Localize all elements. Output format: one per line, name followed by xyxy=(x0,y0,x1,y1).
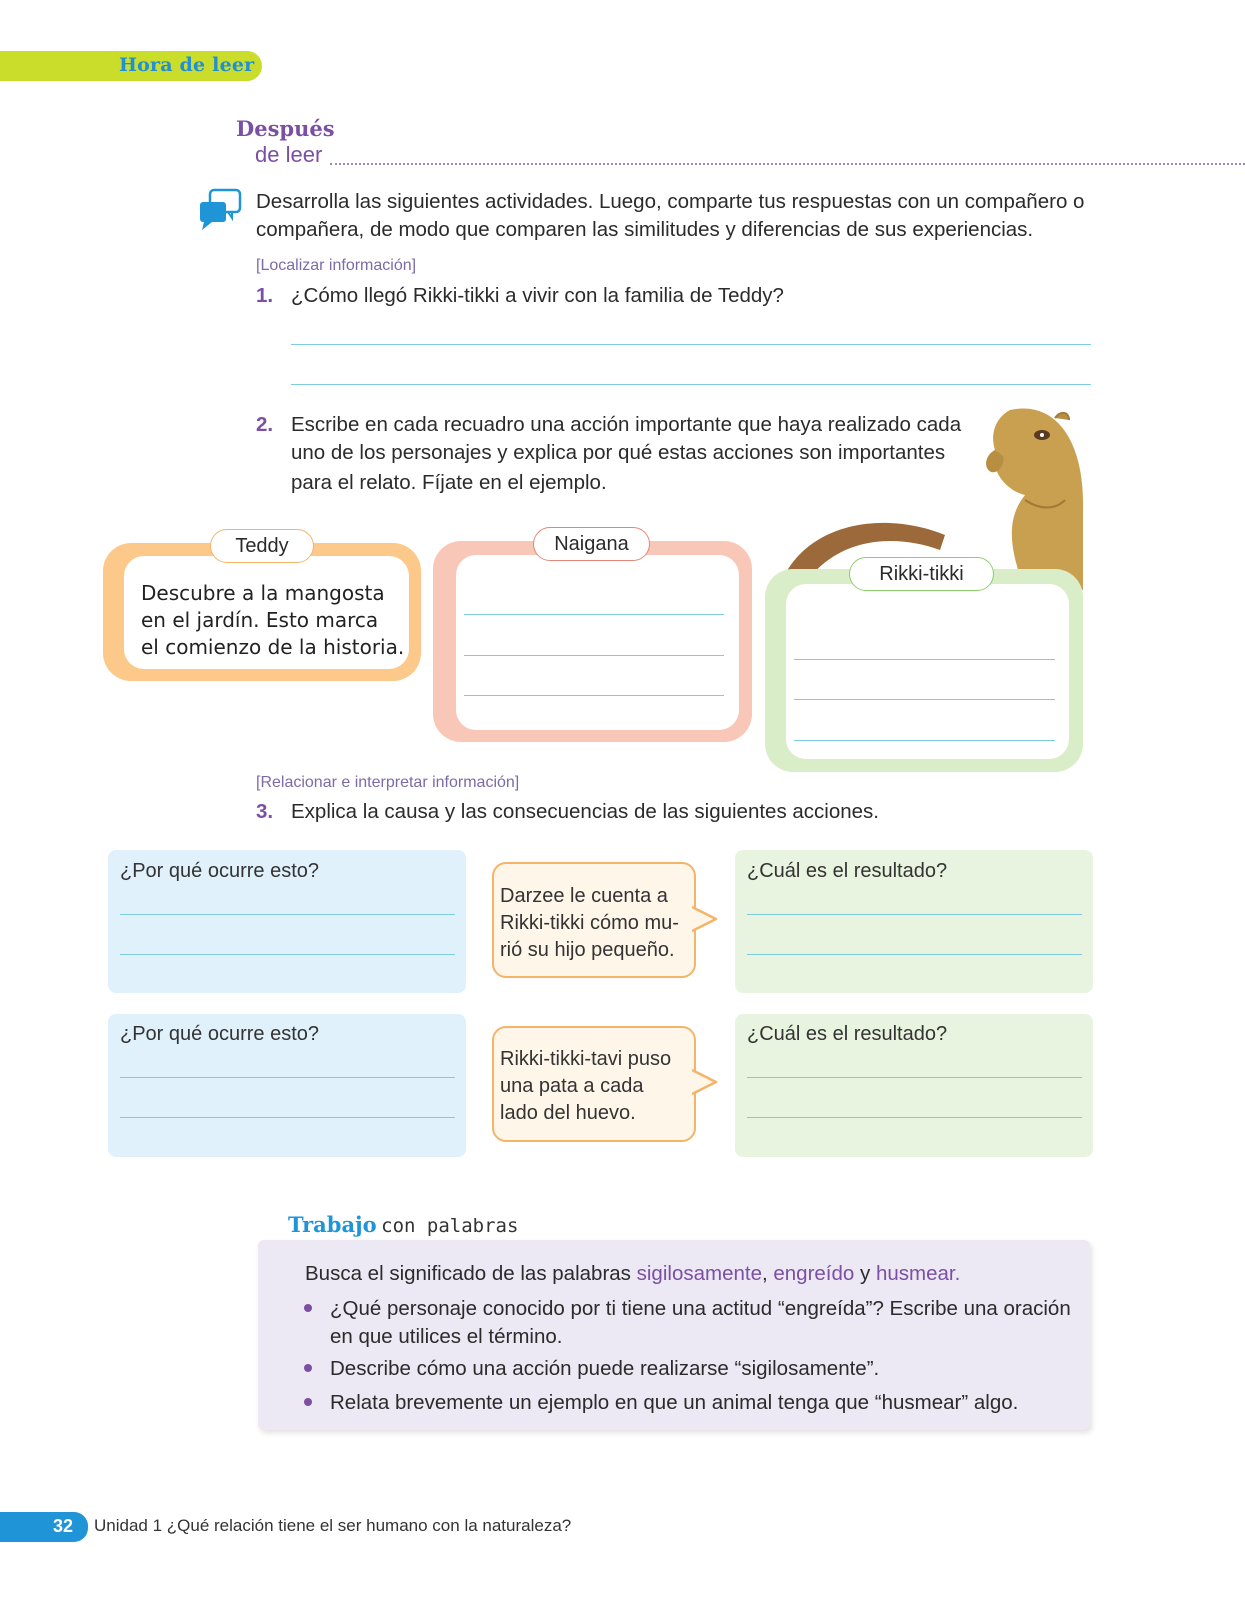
trabajo-bullet-1-line-2: en que utilices el término. xyxy=(330,1325,563,1348)
q1-question: ¿Cómo llegó Rikki-tikki a vivir con la familia de Teddy? xyxy=(291,284,784,307)
section-title-line2: de leer xyxy=(255,142,323,167)
result-1-line-2[interactable] xyxy=(747,954,1082,955)
section-title-line1: Después xyxy=(236,116,335,141)
q2-line-2: uno de los personajes y explica por qué estas acciones son importantes xyxy=(291,441,946,464)
chat-bubbles-icon xyxy=(198,188,244,232)
cause-1-line-1[interactable] xyxy=(120,914,455,915)
trabajo-title xyxy=(288,1212,518,1237)
action-2-line-2: una pata a cada xyxy=(500,1075,644,1097)
action-2-line-1: Rikki-tikki-tavi puso xyxy=(500,1048,672,1070)
trabajo-title-bold: Trabajo xyxy=(288,1212,377,1237)
rikki-box xyxy=(786,584,1069,759)
teddy-example-line-1: Descubre a la mangosta xyxy=(141,581,385,605)
trabajo-bullet-1-line-1: ¿Qué personaje conocido por ti tiene una actitud “engreída”? Escribe una oración xyxy=(330,1297,1071,1320)
bullet-dot-3 xyxy=(304,1398,312,1406)
keyword-sigilosamente: sigilosamente xyxy=(636,1262,762,1285)
keyword-husmear: husmear xyxy=(875,1262,955,1285)
q1-answer-line-2[interactable] xyxy=(291,384,1091,385)
trabajo-end: . xyxy=(954,1262,961,1285)
q2-line-1: Escribe en cada recuadro una acción importante que haya realizado cada xyxy=(291,413,962,436)
naigana-answer-line-2[interactable] xyxy=(464,655,724,656)
rikki-answer-line-3[interactable] xyxy=(794,740,1055,741)
keyword-engreido: engreído xyxy=(773,1262,855,1285)
action-1-line-2: Rikki-tikki cómo mu- xyxy=(500,912,679,934)
naigana-answer-line-3[interactable] xyxy=(464,695,724,696)
q3-question: Explica la causa y las consecuencias de las siguientes acciones. xyxy=(291,800,879,823)
result-label-2: ¿Cuál es el resultado? xyxy=(747,1023,948,1045)
result-2-line-2[interactable] xyxy=(747,1117,1082,1118)
teddy-example-line-2: en el jardín. Esto marca xyxy=(141,608,379,632)
result-1-line-1[interactable] xyxy=(747,914,1082,915)
rikki-answer-line-2[interactable] xyxy=(794,699,1055,700)
title-dotted-rule xyxy=(330,163,1245,165)
naigana-answer-line-1[interactable] xyxy=(464,614,724,615)
instructions-text: Desarrolla las siguientes actividades. Luego, comparte tus respuestas con un compañero o compañera, de modo que comparen las similitudes y diferencias de sus experiencias. xyxy=(256,190,1085,241)
result-2-line-1[interactable] xyxy=(747,1077,1082,1078)
q1-answer-line-1[interactable] xyxy=(291,344,1091,345)
action-1-line-1: Darzee le cuenta a xyxy=(500,885,668,907)
bullet-dot-2 xyxy=(304,1364,312,1372)
page-number-tab xyxy=(0,1512,88,1542)
q3-number: 3. xyxy=(256,800,274,823)
trabajo-sep-2: y xyxy=(854,1262,876,1285)
q1-skill-tag: [Localizar información] xyxy=(256,257,417,274)
action-2-arrow-icon xyxy=(692,1067,720,1097)
action-1-line-3: rió su hijo pequeño. xyxy=(500,939,675,961)
cause-label-2: ¿Por qué ocurre esto? xyxy=(120,1023,319,1045)
section-tab-label: Hora de leer xyxy=(119,54,255,76)
section-tab xyxy=(0,51,262,81)
trabajo-title-rest: con palabras xyxy=(381,1215,519,1237)
teddy-example-line-3: el comienzo de la historia. xyxy=(141,635,405,659)
rikki-answer-line-1[interactable] xyxy=(794,659,1055,660)
teddy-label: Teddy xyxy=(210,529,314,563)
action-2-line-3: lado del huevo. xyxy=(500,1102,636,1124)
trabajo-intro xyxy=(305,1260,960,1288)
q2-number: 2. xyxy=(256,413,274,436)
cause-2-line-1[interactable] xyxy=(120,1077,455,1078)
q1-number: 1. xyxy=(256,284,274,307)
trabajo-bullet-3: Relata brevemente un ejemplo en que un animal tenga que “husmear” algo. xyxy=(330,1391,1019,1414)
naigana-label: Naigana xyxy=(533,527,650,561)
q2-line-3: para el relato. Fíjate en el ejemplo. xyxy=(291,471,607,494)
naigana-box xyxy=(456,555,739,730)
rikki-label: Rikki-tikki xyxy=(849,557,994,591)
q3-skill-tag: [Relacionar e interpretar información] xyxy=(256,774,520,791)
trabajo-bullet-2: Describe cómo una acción puede realizarse “sigilosamente”. xyxy=(330,1357,880,1380)
cause-1-line-2[interactable] xyxy=(120,954,455,955)
bullet-dot-1 xyxy=(304,1304,312,1312)
trabajo-intro-text: Busca el significado de las palabras xyxy=(305,1262,637,1285)
result-label-1: ¿Cuál es el resultado? xyxy=(747,860,948,882)
cause-label-1: ¿Por qué ocurre esto? xyxy=(120,860,319,882)
cause-2-line-2[interactable] xyxy=(120,1117,455,1118)
action-1-arrow-icon xyxy=(692,904,720,934)
footer-unit-text: Unidad 1 ¿Qué relación tiene el ser humano con la naturaleza? xyxy=(94,1516,572,1535)
trabajo-sep-1: , xyxy=(761,1262,774,1285)
page-number: 32 xyxy=(53,1516,74,1536)
